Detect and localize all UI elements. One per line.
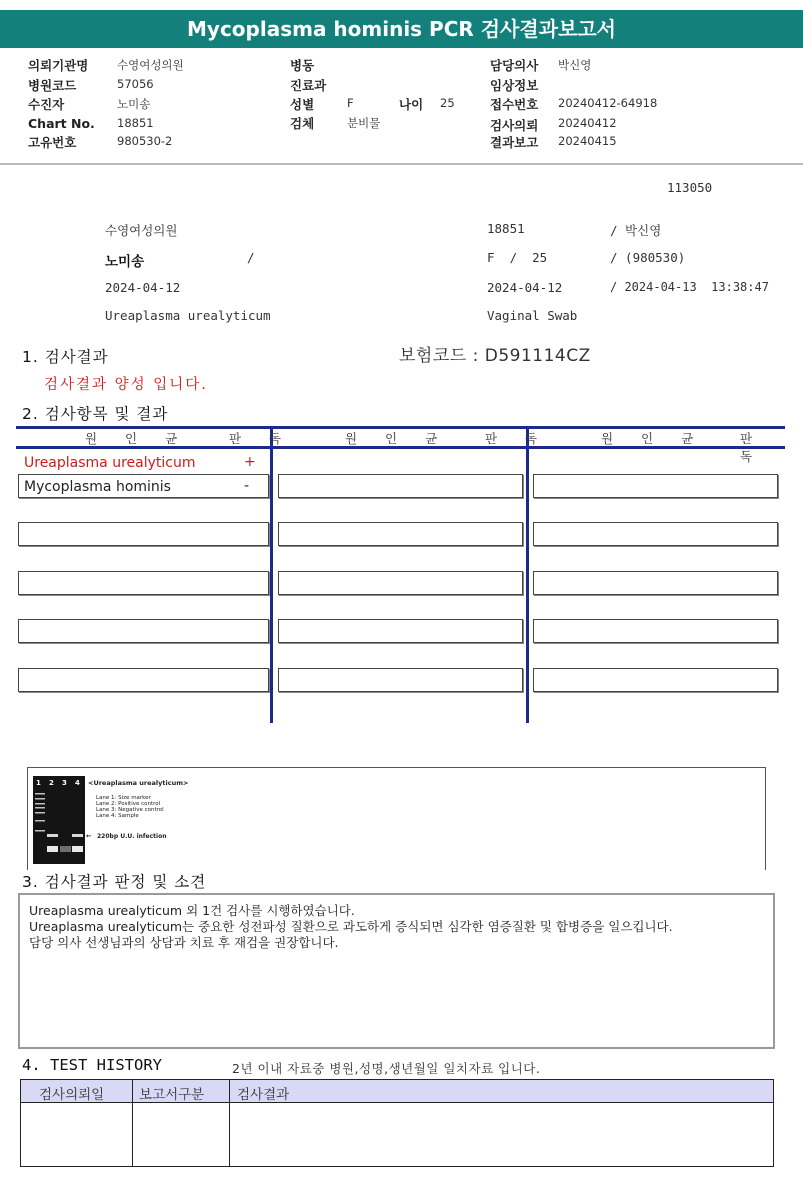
- result-cell: [278, 522, 523, 546]
- result-cell: [18, 522, 269, 546]
- gel-legend-item: Lane 1: Size marker: [96, 795, 151, 801]
- col-header-organism: 원 인 균: [601, 431, 706, 446]
- col-header-judgment: 판 독: [740, 431, 765, 464]
- result-cell: [278, 619, 523, 643]
- value-unique-no: 980530-2: [117, 134, 173, 148]
- positive-message: 검사결과 양성 입니다.: [44, 377, 208, 393]
- result-name: Mycoplasma hominis: [24, 479, 171, 495]
- label-patient: 수진자: [28, 97, 65, 112]
- gel-lane-label: 1: [36, 779, 41, 787]
- value-chart-no: 18851: [117, 116, 154, 130]
- section1-title: 1. 검사결과: [22, 348, 109, 366]
- history-column-divider: [132, 1080, 133, 1166]
- result-cell: [278, 474, 523, 498]
- label-ward: 병동: [290, 58, 315, 73]
- label-hospital-code: 병원코드: [28, 78, 77, 93]
- opinion-box: [18, 893, 775, 1049]
- history-column-divider: [229, 1080, 230, 1166]
- gel-legend-item: Lane 2: Positive control: [96, 801, 161, 807]
- summary-request-date: 2024-04-12: [105, 280, 181, 295]
- value-age: 25: [440, 96, 455, 110]
- label-specimen: 검체: [290, 116, 315, 131]
- history-table: [20, 1079, 774, 1167]
- gel-caption: <Ureaplasma urealyticum>: [88, 779, 189, 787]
- summary-receipt-date: 2024-04-12: [487, 280, 563, 295]
- value-doctor: 박신영: [558, 58, 592, 72]
- result-cell: [533, 571, 778, 595]
- summary-organism: Ureaplasma urealyticum: [105, 308, 271, 323]
- col-header-judgment: 판 독: [485, 431, 550, 446]
- column-divider: [526, 426, 529, 723]
- history-col-result: 검사결과: [237, 1087, 290, 1103]
- value-request-date: 20240412: [558, 116, 617, 130]
- history-col-report-type: 보고서구분: [139, 1087, 205, 1103]
- column-divider: [270, 426, 273, 723]
- col-header-judgment: 판 독: [229, 431, 294, 446]
- value-patient: 노미송: [117, 97, 151, 111]
- summary-clinic: 수영여성의원: [105, 223, 178, 238]
- section3-title: 3. 검사결과 판정 및 소견: [22, 873, 207, 891]
- label-report-date: 결과보고: [490, 135, 539, 150]
- label-institution: 의뢰기관명: [28, 58, 89, 73]
- label-chart-no: Chart No.: [28, 116, 95, 131]
- result-cell: [18, 619, 269, 643]
- summary-chart-no: 18851: [487, 221, 525, 236]
- col-header-organism: 원 인 균: [85, 431, 190, 446]
- report-code: 113050: [667, 180, 713, 195]
- gel-band-label: 220bp U.U. infection: [97, 833, 167, 840]
- summary-slash: /: [247, 250, 255, 265]
- col-header-organism: 원 인 균: [345, 431, 450, 446]
- label-department: 진료과: [290, 78, 327, 93]
- result-cell: [18, 668, 269, 692]
- history-table-header: [21, 1080, 773, 1103]
- result-cell: [278, 668, 523, 692]
- value-sex: F: [347, 96, 354, 110]
- value-institution: 수영여성의원: [117, 58, 184, 72]
- opinion-line: Ureaplasma urealyticum는 중요한 성전파성 질환으로 과도하게 증식되면 심각한 염증질환 및 합병증을 일으킵니다.: [29, 919, 673, 934]
- section2-title: 2. 검사항목 및 결과: [22, 405, 169, 423]
- summary-patient: 노미송: [105, 254, 145, 270]
- result-value: -: [244, 478, 250, 494]
- result-cell: [533, 522, 778, 546]
- result-cell: [533, 619, 778, 643]
- gel-lane-label: 4: [75, 779, 80, 787]
- history-col-request-date: 검사의뢰일: [39, 1087, 105, 1103]
- label-sex: 성별: [290, 97, 315, 112]
- label-receipt-no: 접수번호: [490, 97, 539, 112]
- gel-legend-item: Lane 3: Negative control: [96, 807, 164, 813]
- value-receipt-no: 20240412-64918: [558, 96, 658, 110]
- summary-doctor: / 박신영: [610, 223, 662, 238]
- result-name: Ureaplasma urealyticum: [24, 455, 196, 471]
- label-doctor: 담당의사: [490, 58, 539, 73]
- result-cell: [533, 668, 778, 692]
- summary-sex-age: F / 25: [487, 250, 548, 265]
- result-value: +: [244, 454, 256, 470]
- results-table-header-border: [16, 446, 785, 449]
- result-cell: [278, 571, 523, 595]
- result-cell: [533, 474, 778, 498]
- value-report-date: 20240415: [558, 134, 617, 148]
- value-hospital-code: 57056: [117, 77, 154, 91]
- gel-electrophoresis-image: [33, 776, 85, 864]
- report-title: Mycoplasma hominis PCR 검사결과보고서: [0, 10, 803, 48]
- label-age: 나이: [399, 97, 424, 112]
- section4-title: 4. TEST HISTORY: [22, 1056, 162, 1074]
- gel-band-arrow-icon: ←: [86, 832, 92, 840]
- summary-specimen: Vaginal Swab: [487, 308, 578, 323]
- label-unique-no: 고유번호: [28, 135, 77, 150]
- patient-header: [0, 48, 803, 165]
- value-specimen: 분비물: [347, 116, 381, 130]
- summary-report-datetime: / 2024-04-13 13:38:47: [610, 280, 769, 294]
- gel-lane-label: 3: [62, 779, 67, 787]
- opinion-line: 담당 의사 선생님과의 상담과 치료 후 재검을 권장합니다.: [29, 935, 339, 950]
- gel-lane-label: 2: [49, 779, 54, 787]
- insurance-code: 보험코드 : D591114CZ: [399, 346, 591, 366]
- label-request-date: 검사의뢰: [490, 118, 539, 133]
- opinion-line: Ureaplasma urealyticum 외 1건 검사를 시행하였습니다.: [29, 903, 355, 918]
- label-clinical-info: 임상정보: [490, 78, 539, 93]
- result-cell: [18, 571, 269, 595]
- gel-legend-item: Lane 4: Sample: [96, 813, 139, 819]
- history-note: 2년 이내 자료중 병원,성명,생년월일 일치자료 입니다.: [232, 1061, 541, 1076]
- summary-birth: / (980530): [610, 250, 686, 265]
